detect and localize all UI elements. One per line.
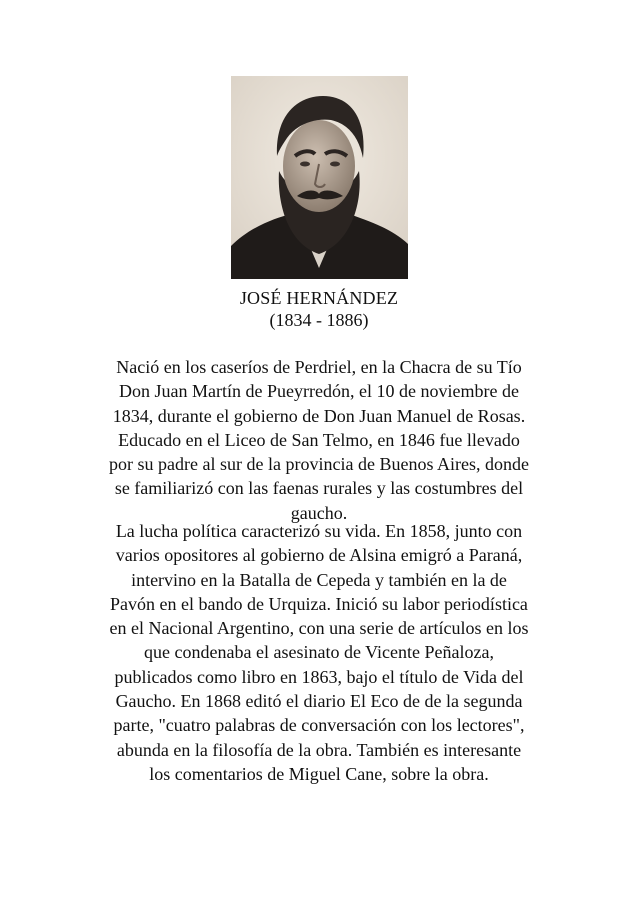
text-line: Gaucho. En 1868 editó el diario El Eco de de la segunda	[115, 691, 523, 712]
person-name: JOSÉ HERNÁNDEZ	[239, 288, 399, 308]
text-line: gaucho.	[290, 502, 348, 523]
text-line: intervino en la Batalla de Cepeda y también en la de	[131, 569, 507, 590]
text-line: abunda en la filosofía de la obra. También es interesante	[116, 739, 522, 760]
text-line: en el Nacional Argentino, con una serie de artículos en los	[109, 618, 529, 639]
text-line: La lucha política caracterizó su vida. En 1858, junto con	[115, 521, 523, 541]
text-line: por su padre al sur de la provincia de Buenos Aires, donde	[109, 454, 529, 475]
text-line: parte, "cuatro palabras de conversación con los lectores",	[113, 715, 525, 736]
text-line: que condenaba el asesinato de Vicente Peñaloza,	[144, 642, 494, 663]
text-line: se familiarizó con las faenas rurales y las costumbres del	[114, 478, 524, 499]
text-line: Nació en los caseríos de Perdriel, en la Chacra de su Tío	[116, 357, 522, 377]
text-line: los comentarios de Miguel Cane, sobre la obra.	[149, 763, 489, 784]
text-line: Pavón en el bando de Urquiza. Inició su labor periodística	[110, 593, 528, 614]
text-line: varios opositores al gobierno de Alsina emigró a Paraná,	[115, 545, 523, 566]
portrait-image	[231, 76, 408, 279]
text-line: publicados como libro en 1863, bajo el título de Vida del	[114, 666, 524, 687]
text-line: 1834, durante el gobierno de Don Juan Manuel de Rosas.	[112, 405, 526, 426]
portrait-photo	[231, 76, 408, 279]
biography-paragraph-1	[80, 355, 558, 525]
text-line: Educado en el Liceo de San Telmo, en 1846 fue llevado	[118, 429, 520, 450]
heading-block	[0, 287, 638, 331]
text-line: Don Juan Martín de Pueyrredón, el 10 de noviembre de	[119, 381, 519, 402]
biography-paragraph-2	[80, 519, 558, 786]
life-dates: (1834 - 1886)	[269, 310, 369, 330]
